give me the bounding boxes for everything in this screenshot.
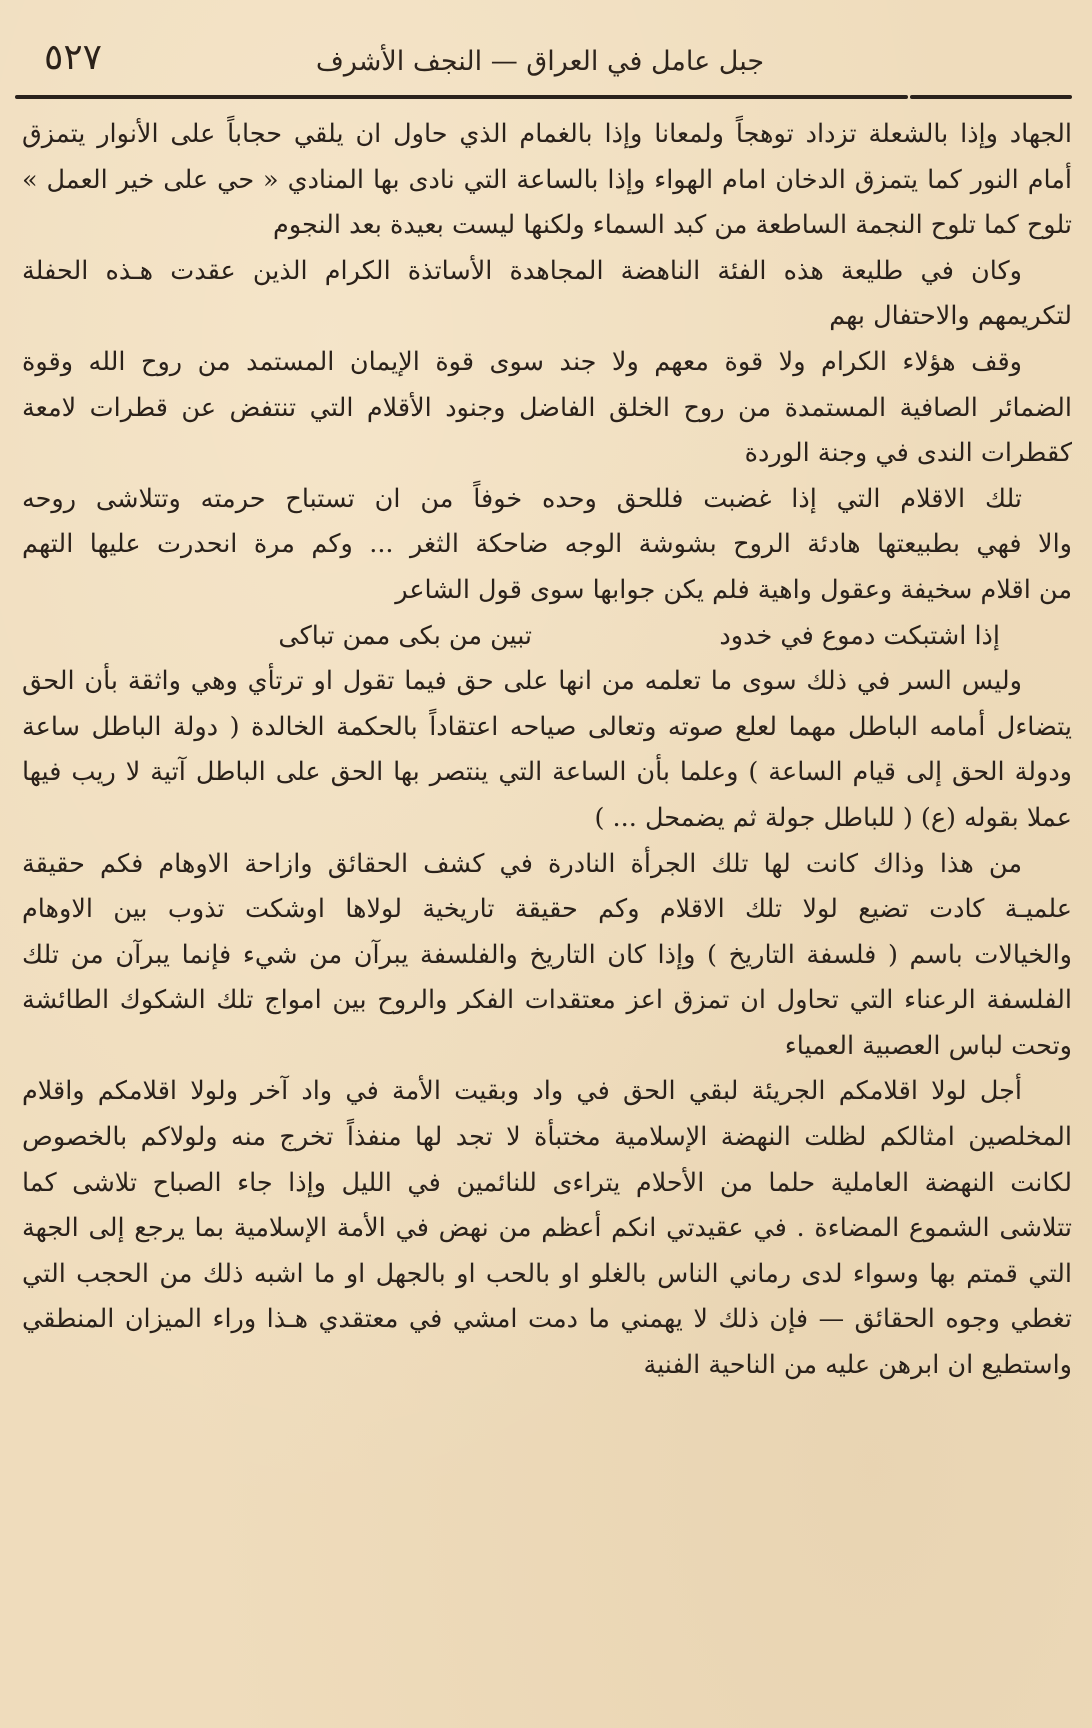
- paragraph: [22, 340, 1072, 477]
- text-line: والا فهي بطبيعتها هادئة الروح بشوشة الوجه ضاحكة الثغر ... وكم مرة انحدرت عليها التهم: [22, 529, 1072, 560]
- text-line: من هذا وذاك كانت لها تلك الجرأة النادرة في كشف الحقائق وازاحة الاوهام فكم حقيقة: [22, 848, 1022, 879]
- text-line: ودولة الحق إلى قيام الساعة ) وعلما بأن الساعة التي ينتصر بها الحق على الباطل آتية لا ريب فيها: [22, 757, 1072, 788]
- paragraph: [22, 477, 1072, 614]
- verse-first-hemistich: إذا اشتبكت دموع في خدود: [719, 620, 1000, 651]
- text-line: يتضاءل أمامه الباطل مهما لعلع صوته وتعالى صياحه اعتقاداً بالحكمة الخالدة ( دولة الباطل ساعة: [22, 711, 1072, 742]
- text-line: المخلصين امثالكم لظلت النهضة الإسلامية مختبأة لا تجد لها منفذاً تخرج منه ولولاكم بالخصوص: [22, 1122, 1072, 1153]
- header-rule: [15, 95, 908, 99]
- text-line: تلك الاقلام التي إذا غضبت فللحق وحده خوفاً من ان تستباح حرمته وتتلاشى روحه: [22, 483, 1022, 514]
- text-line: أمام النور كما يتمزق الدخان امام الهواء وإذا بالساعة التي نادى بها المنادي « حي على خير العمل »: [22, 164, 1072, 195]
- verse-second-hemistich: تبين من بكى ممن تباكى: [278, 620, 532, 651]
- text-line: الجهاد وإذا بالشعلة تزداد توهجاً ولمعانا وإذا بالغمام الذي حاول ان يلقي حجاباً على الأنوار يتمزق: [22, 119, 1072, 149]
- text-line: لكانت النهضة العاملية حلما من الأحلام يتراءى للنائمين في الليل وإذا جاء الصباح تلاشى كما: [22, 1167, 1072, 1198]
- header-rule-segment: [910, 95, 1072, 99]
- text-line: تلوح كما تلوح النجمة الساطعة من كبد السماء ولكنها ليست بعيدة بعد النجوم: [273, 210, 1072, 241]
- text-line: من اقلام سخيفة وعقول واهية فلم يكن جوابها سوى قول الشاعر: [395, 574, 1072, 605]
- text-line: أجل لولا اقلامكم الجريئة لبقي الحق في واد وبقيت الأمة في واد آخر ولولا اقلامكم واقلام: [22, 1076, 1022, 1107]
- text-line: عملا بقوله (ع) ( للباطل جولة ثم يضمحل ... ): [594, 802, 1072, 833]
- paragraph: [22, 842, 1072, 1070]
- text-line: وكان في طليعة هذه الفئة الناهضة المجاهدة الأساتذة الكرام الذين عقدت هـذه الحفلة: [22, 255, 1022, 286]
- text-line: والخيالات باسم ( فلسفة التاريخ ) وإذا كان التاريخ والفلسفة يبرآن من شيء فإنما يبرآن من تلك: [22, 939, 1072, 970]
- text-line: واستطيع ان ابرهن عليه من الناحية الفنية: [643, 1350, 1072, 1381]
- text-line: تتلاشى الشموع المضاءة . في عقيدتي انكم أعظم من نهض في الأمة الإسلامية بما يرجع إلى الجهة: [22, 1213, 1072, 1244]
- text-line: لتكريمهم والاحتفال بهم: [829, 301, 1072, 332]
- text-line: الفلسفة الرعناء التي تحاول ان تمزق اعز معتقدات الفكر والروح بين امواج تلك الشكوك الطائشة: [22, 985, 1072, 1016]
- text-line: كقطرات الندى في وجنة الوردة: [744, 438, 1072, 469]
- text-line: التي قمتم بها وسواء لدى رماني الناس بالغلو او بالحب او بالجهل او ما اشبه ذلك من الحجب التي: [22, 1258, 1072, 1289]
- text-line: تغطي وجوه الحقائق — فإن ذلك لا يهمني ما دمت امشي في معتقدي هـذا وراء الميزان المنطقي: [22, 1304, 1072, 1335]
- text-line: علميـة كادت تضيع لولا تلك الاقلام وكم حقيقة تاريخية لولاها اوشكت تذوب بين الاوهام: [22, 894, 1072, 925]
- page-header: [0, 28, 1092, 88]
- text-line: وليس السر في ذلك سوى ما تعلمه من انها على حق فيما تقول او ترتأي وهي واثقة بأن الحق: [22, 666, 1022, 697]
- page-number: ٥٢٧: [44, 37, 103, 78]
- body-text: [22, 112, 1072, 1389]
- paragraph: [22, 1069, 1072, 1388]
- text-line: وتحت لباس العصبية العمياء: [784, 1030, 1072, 1061]
- paragraph: [22, 659, 1072, 841]
- text-line: الضمائر الصافية المستمدة من روح الخلق الفاضل وجنود الأقلام التي تنتفض عن قطرات لامعة: [22, 392, 1072, 423]
- paragraph: [22, 112, 1072, 249]
- text-line: وقف هؤلاء الكرام ولا قوة معهم ولا جند سوى قوة الإيمان المستمد من روح الله وقوة: [22, 346, 1022, 377]
- running-title: جبل عامل في العراق — النجف الأشرف: [315, 46, 765, 77]
- poem-verse: [22, 614, 1072, 660]
- paragraph: [22, 249, 1072, 340]
